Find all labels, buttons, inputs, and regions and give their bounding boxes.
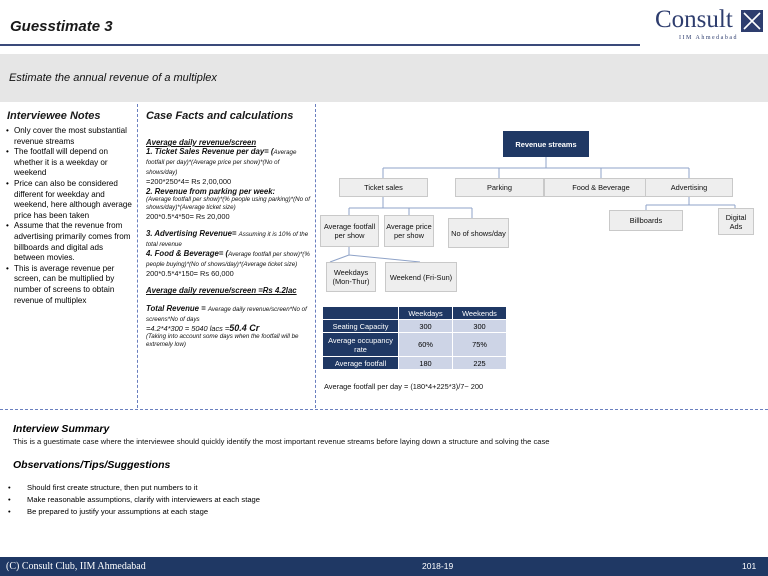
table-cell: 300 xyxy=(399,320,453,333)
logo-wordmark: Consult xyxy=(655,6,733,33)
tree-node-footfall: Average footfall per show xyxy=(320,215,379,247)
table-corner xyxy=(323,307,399,320)
table-cell: 225 xyxy=(453,357,507,370)
list-item: • Assume that the revenue from advertising primarily comes from billboards and digital ads between movies. xyxy=(6,221,132,263)
total-heading: Total Revenue = xyxy=(146,303,208,313)
footer-bar xyxy=(0,557,768,576)
column-header: Weekends xyxy=(453,307,507,320)
ticket-heading: 1. Ticket Sales Revenue per day= ( xyxy=(146,147,274,157)
total-calc: =4.2*4*300 = 5040 lacs = xyxy=(146,323,230,333)
total-note: (Taking into account some days when the footfall will be extremely low) xyxy=(146,333,299,349)
advert-heading: 3. Advertising Revenue= xyxy=(146,229,239,239)
food-heading: 4. Food & Beverage= ( xyxy=(146,249,229,259)
footer-year: 2018-19 xyxy=(422,561,454,571)
tree-node-advertising: Advertising xyxy=(645,178,733,197)
list-item: • Be prepared to justify your assumptions at each stage xyxy=(8,506,260,518)
tree-node-parking: Parking xyxy=(455,178,544,197)
food-calc: 200*0.5*4*150= Rs 60,000 xyxy=(146,269,234,279)
tree-node-root: Revenue streams xyxy=(503,131,589,157)
footer-copyright: (C) Consult Club, IIM Ahmedabad xyxy=(6,561,146,572)
total-result: 50.4 Cr xyxy=(229,322,260,333)
observations-list xyxy=(8,482,260,518)
list-item: • The footfall will depend on whether it is a weekday or weekend xyxy=(6,147,132,179)
table-cell: 60% xyxy=(399,333,453,357)
parking-calc: 200*0.5*4*50= Rs 20,000 xyxy=(146,211,230,221)
column-header: Weekdays xyxy=(399,307,453,320)
avg-daily-result: Average daily revenue/screen =Rs 4.2lac xyxy=(146,286,297,296)
food-formula: Average footfall per show)*(% people buying)*(No of shows/day)*(Average ticket size) xyxy=(146,251,310,269)
tree-node-food: Food & Beverage xyxy=(544,178,658,197)
tree-node-digital-ads: Digital Ads xyxy=(718,208,754,235)
summary-text: This is a guestimate case where the interviewee should quickly identify the most important revenue streams before laying down a structure and solving the case xyxy=(13,437,550,446)
row-label: Seating Capacity xyxy=(323,320,399,333)
footfall-calculation: Average footfall per day = (180*4+225*3)/7~ 200 xyxy=(324,382,484,391)
row-label: Average footfall xyxy=(323,357,399,370)
list-item: • Should first create structure, then put numbers to it xyxy=(8,482,260,494)
table-row xyxy=(323,320,507,333)
total-formula: Average daily revenue/screen*No of screens*No of days xyxy=(146,305,307,323)
table-row xyxy=(323,333,507,357)
list-item: • Only cover the most substantial revenue streams xyxy=(6,126,132,147)
table-cell: 75% xyxy=(453,333,507,357)
list-item: • Price can also be considered different for weekday and weekend, here although average price has been taken xyxy=(6,179,132,221)
list-item: • This is average revenue per screen, can be multiplied by number of screens to obtain revenue of multiplex xyxy=(6,264,132,306)
logo-subtitle: IIM Ahmedabad xyxy=(679,35,738,41)
table-cell: 180 xyxy=(399,357,453,370)
tree-node-weekdays: Weekdays (Mon-Thur) xyxy=(326,262,376,292)
tree-node-billboards: Billboards xyxy=(609,210,683,231)
footfall-table xyxy=(322,306,507,370)
table-row xyxy=(323,357,507,370)
parking-formula: (Average footfall per show)*(% people using parking)*(No of shows/day)*(Average ticket size) xyxy=(146,195,310,211)
tree-node-weekend: Weekend (Fri-Sun) xyxy=(385,262,457,292)
parking-heading: 2. Revenue from parking per week: xyxy=(146,186,276,196)
tree-node-price: Average price per show xyxy=(384,215,434,247)
summary-heading: Interview Summary xyxy=(13,423,110,435)
slide-title: Guesstimate 3 xyxy=(10,18,113,35)
row-label: Average occupancy rate xyxy=(323,333,399,357)
notes-heading: Interviewee Notes xyxy=(7,110,101,122)
avg-daily-heading: Average daily revenue/screen xyxy=(146,138,257,147)
page-number: 101 xyxy=(742,561,757,571)
facts-heading: Case Facts and calculations xyxy=(146,110,294,122)
tree-node-shows: No of shows/day xyxy=(448,218,509,248)
advert-note: Assuming it is 10% of the total revenue xyxy=(146,231,309,249)
question-text: Estimate the annual revenue of a multiplex xyxy=(9,72,217,84)
list-item: • Make reasonable assumptions, clarify with interviewers at each stage xyxy=(8,494,260,506)
ticket-formula: Average footfall per day)*(Average price per show)*(No of shows/day) xyxy=(146,149,297,177)
tree-node-ticket-sales: Ticket sales xyxy=(339,178,428,197)
table-cell: 300 xyxy=(453,320,507,333)
observations-heading: Observations/Tips/Suggestions xyxy=(13,459,171,471)
ticket-calc: =200*250*4= Rs 2,00,000 xyxy=(146,177,232,187)
